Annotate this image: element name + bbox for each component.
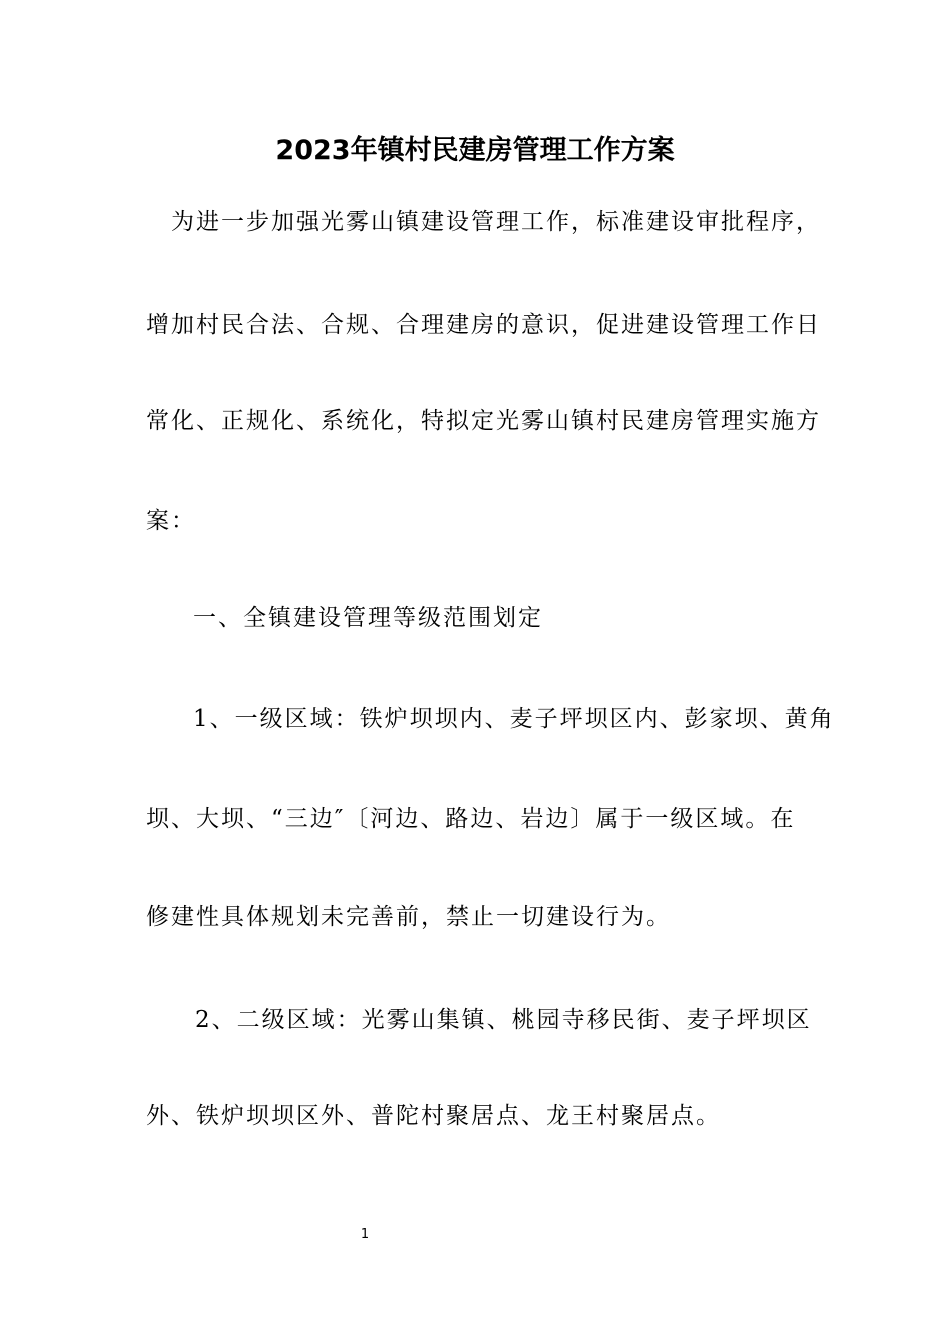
intro-line-4: 案： <box>146 508 196 534</box>
intro-line-2: 增加村民合法、合规、合理建房的意识，促进建设管理工作日 <box>146 312 821 338</box>
section-heading: 一、全镇建设管理等级范围划定 <box>193 605 543 631</box>
item1-line-1: 1、一级区域：铁炉坝坝内、麦子坪坝区内、彭家坝、黄角 <box>193 706 835 732</box>
item2-line-2: 外、铁炉坝坝区外、普陀村聚居点、龙王村聚居点。 <box>146 1103 721 1129</box>
item1-line-3: 修建性具体规划未完善前，禁止一切建设行为。 <box>146 904 671 930</box>
item2-line-1: 2、二级区域：光雾山集镇、桃园寺移民街、麦子坪坝区 <box>195 1007 812 1033</box>
intro-line-3: 常化、正规化、系统化，特拟定光雾山镇村民建房管理实施方 <box>146 408 821 434</box>
intro-line-1: 为进一步加强光雾山镇建设管理工作，标准建设审批程序， <box>171 209 821 235</box>
page-number: 1 <box>360 1227 370 1242</box>
item1-line-2: 坝、大坝、“三边″〔河边、路边、岩边〕属于一级区域。在 <box>146 806 796 832</box>
document-title: 2023年镇村民建房管理工作方案 <box>275 135 675 166</box>
